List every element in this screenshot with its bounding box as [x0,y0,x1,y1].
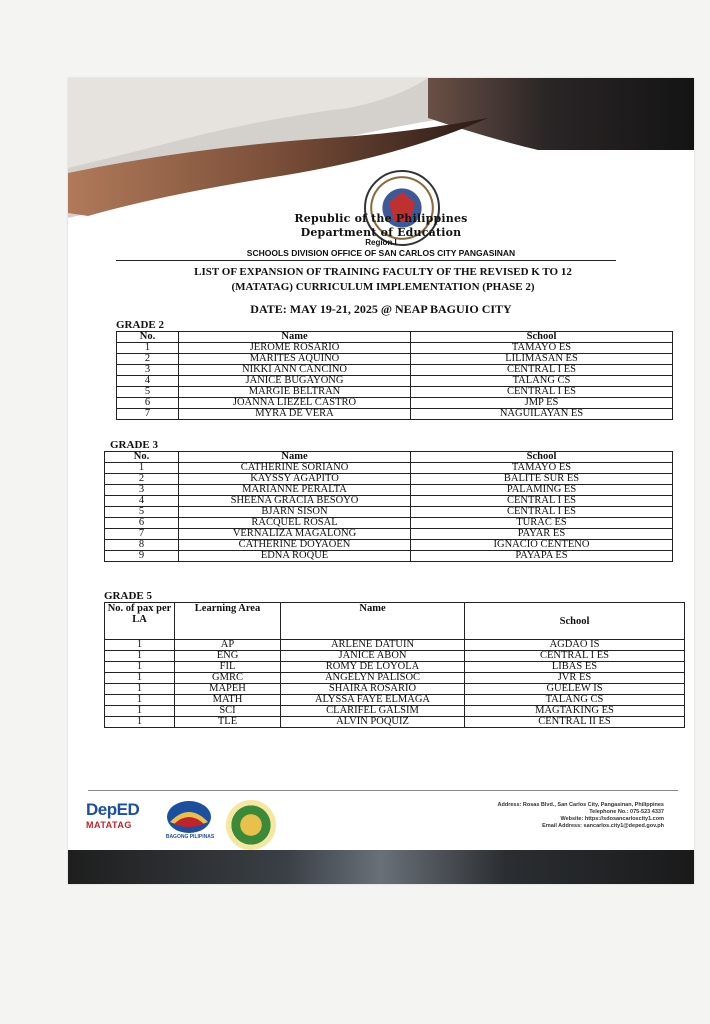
grade2-label: GRADE 2 [116,319,164,331]
table-cell: 1 [105,684,175,695]
table-cell: 8 [105,540,179,551]
table-row [105,684,685,695]
table-cell: JMP ES [411,398,673,409]
table-row [105,474,673,485]
table-cell: 9 [105,551,179,562]
table-cell: AP [175,640,281,651]
bagong-pilipinas-text: BAGONG PILIPINAS [165,834,215,840]
table-cell: MAGTAKING ES [465,706,685,717]
column-header: School [411,332,673,343]
table-cell: 1 [105,640,175,651]
table-row [117,365,673,376]
republic-text: Republic of the Philippines [294,212,468,225]
table-cell: SHEENA GRACIA BESOYO [179,496,411,507]
table-cell: SCI [175,706,281,717]
grade2-table [116,331,673,420]
document-title-line1: LIST OF EXPANSION OF TRAINING FACULTY OF THE REVISED K TO 12 [194,266,572,278]
table-cell: ALYSSA FAYE ELMAGA [281,695,465,706]
table-row [105,551,673,562]
table-cell: MARIANNE PERALTA [179,485,411,496]
table-cell: JANICE BUGAYONG [179,376,411,387]
table-cell: CENTRAL I ES [411,387,673,398]
table-cell: MATH [175,695,281,706]
table-row [105,651,685,662]
deped-logo-text: DepED [86,800,140,819]
table-row [105,496,673,507]
column-header: School [465,603,685,640]
table-cell: 1 [105,695,175,706]
contact-info [414,802,664,830]
table-cell: TAMAYO ES [411,463,673,474]
table-header-row [117,332,673,343]
table-cell: LILIMASAN ES [411,354,673,365]
table-cell: 5 [105,507,179,518]
address-text: Address: Rosas Blvd., San Carlos City, Pangasinan, Philippines [497,802,664,808]
table-cell: BALITE SUR ES [411,474,673,485]
telephone-text: Telephone No.: 075-523 4337 [589,809,664,815]
grade3-label: GRADE 3 [110,439,158,451]
table-cell: IGNACIO CENTENO [411,540,673,551]
table-cell: TALANG CS [465,695,685,706]
table-cell: CENTRAL I ES [411,496,673,507]
table-cell: 3 [117,365,179,376]
table-cell: CENTRAL I ES [465,651,685,662]
table-row [105,485,673,496]
table-cell: 2 [117,354,179,365]
table-cell: 5 [117,387,179,398]
table-cell: GUELEW IS [465,684,685,695]
document-title-line2: (MATATAG) CURRICULUM IMPLEMENTATION (PHASE 2) [231,281,535,293]
table-cell: TALANG CS [411,376,673,387]
region-text: Region I [365,238,397,247]
table-cell: ROMY DE LOYOLA [281,662,465,673]
table-cell: TURAC ES [411,518,673,529]
table-row [117,398,673,409]
document-page [68,78,694,884]
table-cell: BJARN SISON [179,507,411,518]
grade5-table [104,602,685,728]
column-header: No. of pax per LA [105,603,175,640]
grade5-label: GRADE 5 [104,590,152,602]
table-row [117,354,673,365]
table-cell: GMRC [175,673,281,684]
table-header-row [105,603,685,640]
table-cell: CENTRAL I ES [411,507,673,518]
footer-rule [88,790,678,791]
table-cell: 1 [105,706,175,717]
table-cell: 1 [105,651,175,662]
table-cell: VERNALIZA MAGALONG [179,529,411,540]
table-cell: KAYSSY AGAPITO [179,474,411,485]
table-cell: EDNA ROQUE [179,551,411,562]
table-cell: 2 [105,474,179,485]
table-cell: TAMAYO ES [411,343,673,354]
grade3-table [104,451,673,562]
matatag-logo-text: MATATAG [86,820,132,830]
table-cell: PAYAPA ES [411,551,673,562]
table-header-row [105,452,673,463]
table-cell: 1 [105,717,175,728]
deped-matatag-logo-icon [86,800,150,840]
table-cell: AGDAO IS [465,640,685,651]
table-cell: JVR ES [465,673,685,684]
table-cell: RACQUEL ROSAL [179,518,411,529]
table-cell: CATHERINE DOYAOEN [179,540,411,551]
table-cell: 3 [105,485,179,496]
column-header: Name [281,603,465,640]
table-row [105,662,685,673]
footer-band [68,850,694,884]
table-cell: ALVIN POQUIZ [281,717,465,728]
table-cell: PALAMING ES [411,485,673,496]
table-cell: CLARIFEL GALSIM [281,706,465,717]
table-cell: ARLENE DATUIN [281,640,465,651]
table-cell: CENTRAL II ES [465,717,685,728]
table-cell: LIBAS ES [465,662,685,673]
table-cell: MYRA DE VERA [179,409,411,420]
table-row [105,529,673,540]
table-cell: PAYAR ES [411,529,673,540]
division-text: SCHOOLS DIVISION OFFICE OF SAN CARLOS CITY PANGASINAN [246,248,516,258]
table-cell: 4 [105,496,179,507]
table-cell: NIKKI ANN CANCINO [179,365,411,376]
department-text: Department of Education [300,226,462,239]
event-date: DATE: MAY 19-21, 2025 @ NEAP BAGUIO CITY [250,302,512,316]
table-row [105,673,685,684]
table-row [105,518,673,529]
table-cell: CATHERINE SORIANO [179,463,411,474]
column-header: No. [105,452,179,463]
table-cell: 1 [117,343,179,354]
table-cell: TLE [175,717,281,728]
table-row [117,376,673,387]
table-cell: JOANNA LIEZEL CASTRO [179,398,411,409]
table-cell: MARITES AQUINO [179,354,411,365]
table-cell: 7 [105,529,179,540]
table-cell: CENTRAL I ES [411,365,673,376]
table-cell: SHAIRA ROSARIO [281,684,465,695]
table-cell: FIL [175,662,281,673]
column-header: School [411,452,673,463]
table-cell: 6 [117,398,179,409]
table-cell: JANICE ABON [281,651,465,662]
column-header: Name [179,332,411,343]
table-cell: 6 [105,518,179,529]
column-header: Name [179,452,411,463]
website-text: Website: https://sdosancarloscity1.com [560,816,664,822]
email-text: Email Address: sancarlos.city1@deped.gov.ph [542,823,664,829]
table-cell: 4 [117,376,179,387]
table-cell: 1 [105,673,175,684]
table-row [105,717,685,728]
table-row [105,640,685,651]
table-row [117,409,673,420]
table-row [105,540,673,551]
column-header: No. [117,332,179,343]
table-row [117,343,673,354]
division-seal-icon [226,800,276,850]
table-cell: JEROME ROSARIO [179,343,411,354]
table-cell: 1 [105,662,175,673]
table-cell: ANGELYN PALISOC [281,673,465,684]
table-cell: NAGUILAYAN ES [411,409,673,420]
header-rule [116,260,616,261]
table-row [105,695,685,706]
column-header: Learning Area [175,603,281,640]
bagong-pilipinas-logo-icon [166,800,212,834]
table-cell: 7 [117,409,179,420]
table-row [105,507,673,518]
table-cell: 1 [105,463,179,474]
table-row [105,463,673,474]
table-cell: MAPEH [175,684,281,695]
table-row [117,387,673,398]
table-cell: MARGIE BELTRAN [179,387,411,398]
table-row [105,706,685,717]
table-cell: ENG [175,651,281,662]
